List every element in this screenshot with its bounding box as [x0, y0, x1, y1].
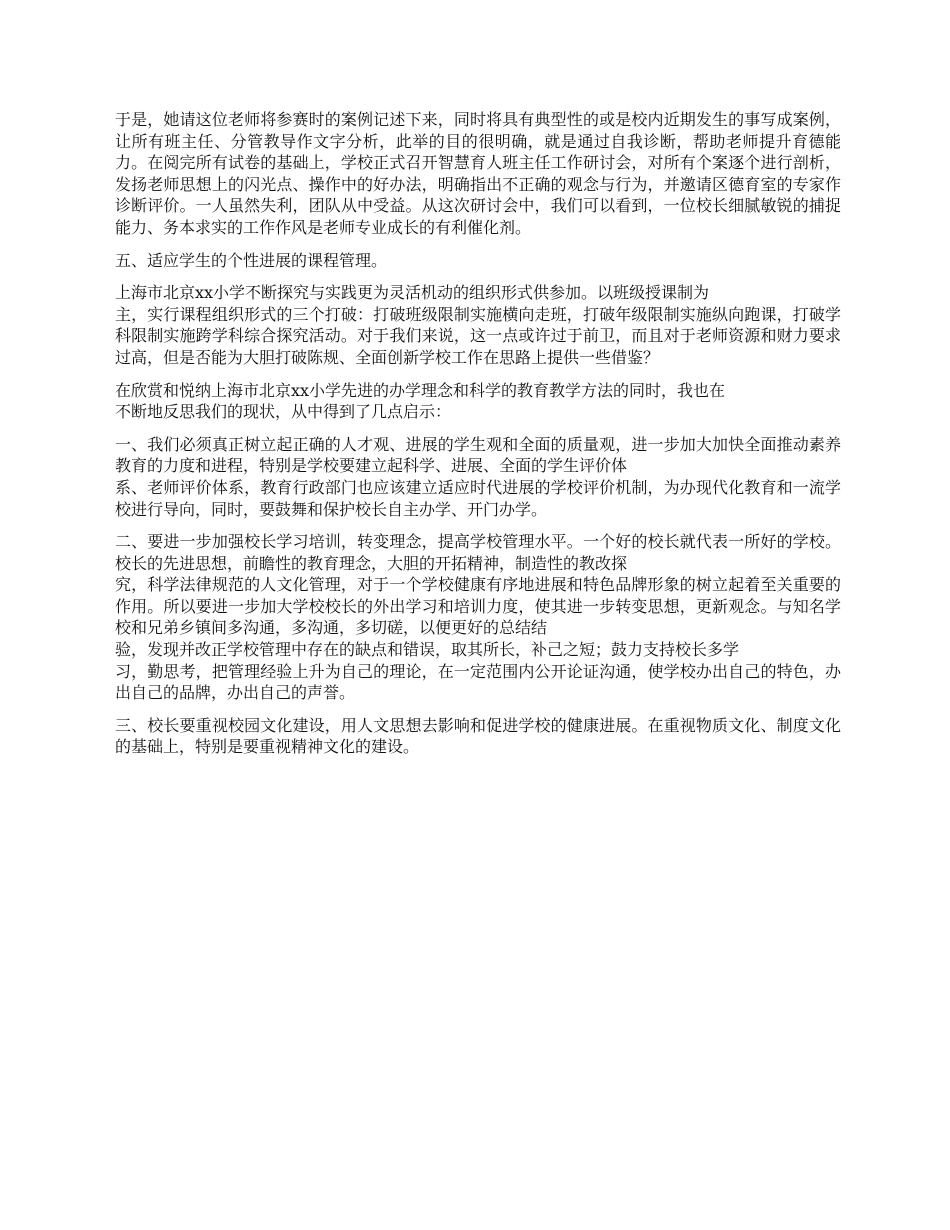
- paragraph-point-two: 二、要进一步加强校长学习培训，转变理念，提高学校管理水平。一个好的校长就代表一所好的学校。校长的先进思想，前瞻性的教育理念，大胆的开拓精神，制造性的教改探 究，科学法律规范的人文化管理，对于一个学校健康有序地进展和特色品牌形象的树立起着至关重要的作用。所以要进一步加大学校校长的外出学习和培训力度，使其进一步转变思想，更新观念。与知名学校和兄弟乡镇间多沟通，多沟通，多切磋，以便更好的总结结 验，发现并改正学校管理中存在的缺点和错误，取其所长，补己之短；鼓力支持校长多学 习，勤思考，把管理经验上升为自己的理论，在一定范围内公开论证沟通，使学校办出自己的特色，办出自己的品牌，办出自己的声誉。: [115, 532, 841, 703]
- paragraph-point-one: 一、我们必须真正树立起正确的人才观、进展的学生观和全面的质量观，进一步加大加快全面推动素养教育的力度和进程，特别是学校要建立起科学、进展、全面的学生评价体 系、老师评价体系，教育行政部门也应该建立适应时代进展的学校评价机制，为办现代化教育和一流学校进行导向，同时，要鼓舞和保护校长自主办学、开门办学。: [115, 434, 841, 519]
- paragraph-curriculum: 上海市北京xx小学不断探究与实践更为灵活机动的组织形式供参加。以班级授课制为 主，实行课程组织形式的三个打破：打破班级限制实施横向走班，打破年级限制实施纵向跑课，打破学科限制实施跨学科综合探究活动。对于我们来说，这一点或许过于前卫，而且对于老师资源和财力要求过高，但是否能为大胆打破陈规、全面创新学校工作在思路上提供一些借鉴？: [115, 283, 841, 367]
- section-heading-curriculum: 五、适应学生的个性进展的课程管理。: [115, 250, 388, 270]
- document-body: [115, 109, 841, 769]
- paragraph-reflection: 在欣赏和悦纳上海市北京xx小学先进的办学理念和科学的教育教学方法的同时，我也在 不断地反思我们的现状，从中得到了几点启示：: [115, 380, 726, 422]
- paragraph-point-three: 三、校长要重视校园文化建设，用人文思想去影响和促进学校的健康进展。在重视物质文化、制度文化的基础上，特别是要重视精神文化的建设。: [115, 715, 841, 757]
- paragraph-case-study: 于是，她请这位老师将参赛时的案例记述下来，同时将具有典型性的或是校内近期发生的事写成案例，让所有班主任、分管教导作文字分析，此举的目的很明确，就是通过自我诊断，帮助老师提升育德能力。在阅完所有试卷的基础上，学校正式召开智慧育人班主任工作研讨会，对所有个案逐个进行剖析，发扬老师思想上的闪光点、操作中的好办法，明确指出不正确的观念与行为，并邀请区德育室的专家作诊断评价。一人虽然失利，团队从中受益。从这次研讨会中，我们可以看到，一位校长细腻敏锐的捕捉能力、务本求实的工作作风是老师专业成长的有利催化剂。: [115, 110, 841, 237]
